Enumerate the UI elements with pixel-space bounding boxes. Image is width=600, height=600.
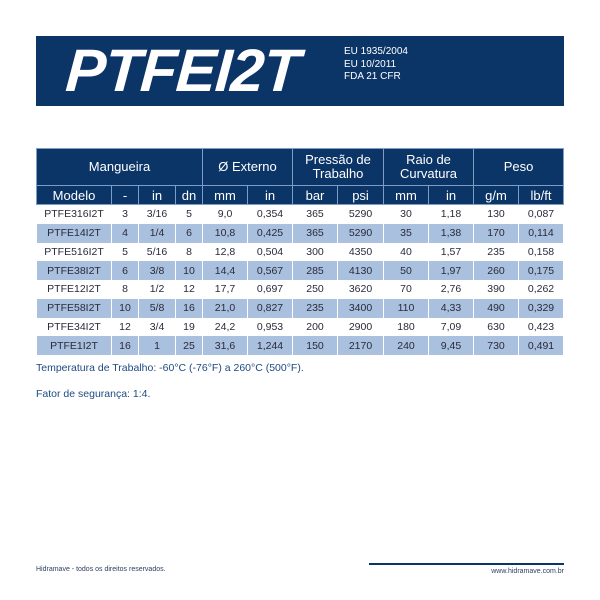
value-cell: 150 [293,336,338,355]
value-cell: 21,0 [203,299,248,318]
value-cell: 12,8 [203,243,248,262]
product-title: PTFEI2T [63,37,302,104]
value-cell: 5290 [338,224,384,243]
table-row [37,205,564,224]
value-cell: 50 [384,261,429,280]
value-cell: 0,423 [519,318,564,337]
value-cell: 8 [176,243,203,262]
value-cell: 0,953 [248,318,293,337]
safety-factor-note: Fator de segurança: 1:4. [36,388,151,400]
value-cell: 17,7 [203,280,248,299]
model-cell: PTFE516I2T [37,243,112,262]
value-cell: 2,76 [429,280,474,299]
value-cell: 10 [112,299,139,318]
value-cell: 0,697 [248,280,293,299]
model-cell: PTFE12I2T [37,280,112,299]
value-cell: 0,087 [519,205,564,224]
value-cell: 0,175 [519,261,564,280]
model-cell: PTFE316I2T [37,205,112,224]
value-cell: 0,354 [248,205,293,224]
value-cell: 365 [293,205,338,224]
group-header-raio-curvatura: Raio de Curvatura [384,149,474,186]
value-cell: 5/8 [139,299,176,318]
value-cell: 180 [384,318,429,337]
table-row [37,224,564,243]
value-cell: 1,38 [429,224,474,243]
value-cell: 10 [176,261,203,280]
value-cell: 365 [293,224,338,243]
value-cell: 300 [293,243,338,262]
column-header: in [429,186,474,205]
value-cell: 3/16 [139,205,176,224]
value-cell: 10,8 [203,224,248,243]
value-cell: 3620 [338,280,384,299]
model-cell: PTFE38I2T [37,261,112,280]
value-cell: 0,114 [519,224,564,243]
column-header: mm [384,186,429,205]
value-cell: 31,6 [203,336,248,355]
value-cell: 2170 [338,336,384,355]
value-cell: 16 [176,299,203,318]
column-header: in [248,186,293,205]
value-cell: 24,2 [203,318,248,337]
group-header-pressao-trabalho: Pressão de Trabalho [293,149,384,186]
group-header-peso: Peso [474,149,564,186]
value-cell: 1,57 [429,243,474,262]
value-cell: 70 [384,280,429,299]
value-cell: 0,491 [519,336,564,355]
value-cell: 5 [176,205,203,224]
value-cell: 1 [139,336,176,355]
value-cell: 1,97 [429,261,474,280]
value-cell: 3 [112,205,139,224]
certification: FDA 21 CFR [344,71,401,82]
value-cell: 390 [474,280,519,299]
column-header: Modelo [37,186,112,205]
certification: EU 1935/2004 [344,46,408,57]
value-cell: 3400 [338,299,384,318]
value-cell: 130 [474,205,519,224]
value-cell: 8 [112,280,139,299]
table-row [37,261,564,280]
value-cell: 1/2 [139,280,176,299]
value-cell: 6 [112,261,139,280]
title-banner [36,36,564,106]
value-cell: 7,09 [429,318,474,337]
value-cell: 9,45 [429,336,474,355]
value-cell: 19 [176,318,203,337]
value-cell: 4 [112,224,139,243]
value-cell: 490 [474,299,519,318]
value-cell: 2900 [338,318,384,337]
footer-divider [369,563,564,565]
copyright-text: Hidramave - todos os direitos reservados. [36,566,166,573]
value-cell: 1/4 [139,224,176,243]
value-cell: 4130 [338,261,384,280]
value-cell: 0,158 [519,243,564,262]
model-cell: PTFE58I2T [37,299,112,318]
column-header: dn [176,186,203,205]
unit-header-row [37,186,564,205]
value-cell: 260 [474,261,519,280]
value-cell: 25 [176,336,203,355]
certifications-list [344,46,408,84]
value-cell: 235 [293,299,338,318]
table-row [37,299,564,318]
group-header-mangueira: Mangueira [37,149,203,186]
value-cell: 4350 [338,243,384,262]
table-body [37,205,564,356]
column-header: in [139,186,176,205]
value-cell: 1,18 [429,205,474,224]
notes [36,362,304,400]
group-header-row [37,149,564,186]
working-temperature-note: Temperatura de Trabalho: -60°C (-76°F) a 260°C (500°F). [36,362,304,374]
column-header: lb/ft [519,186,564,205]
value-cell: 40 [384,243,429,262]
value-cell: 630 [474,318,519,337]
value-cell: 0,425 [248,224,293,243]
website-link[interactable]: www.hidramave.com.br [491,568,564,575]
model-cell: PTFE14I2T [37,224,112,243]
table-row [37,336,564,355]
value-cell: 0,567 [248,261,293,280]
value-cell: 1,244 [248,336,293,355]
table-row [37,280,564,299]
value-cell: 285 [293,261,338,280]
value-cell: 9,0 [203,205,248,224]
value-cell: 30 [384,205,429,224]
value-cell: 35 [384,224,429,243]
value-cell: 170 [474,224,519,243]
value-cell: 5 [112,243,139,262]
certification: EU 10/2011 [344,58,397,70]
model-cell: PTFE1I2T [37,336,112,355]
value-cell: 730 [474,336,519,355]
value-cell: 14,4 [203,261,248,280]
value-cell: 0,262 [519,280,564,299]
value-cell: 235 [474,243,519,262]
value-cell: 16 [112,336,139,355]
value-cell: 3/4 [139,318,176,337]
value-cell: 12 [176,280,203,299]
value-cell: 250 [293,280,338,299]
column-header: - [112,186,139,205]
column-header: g/m [474,186,519,205]
value-cell: 0,827 [248,299,293,318]
value-cell: 3/8 [139,261,176,280]
group-header-diametro-externo: Ø Externo [203,149,293,186]
column-header: bar [293,186,338,205]
value-cell: 110 [384,299,429,318]
value-cell: 12 [112,318,139,337]
value-cell: 6 [176,224,203,243]
value-cell: 0,504 [248,243,293,262]
value-cell: 200 [293,318,338,337]
value-cell: 5/16 [139,243,176,262]
table-row [37,318,564,337]
value-cell: 5290 [338,205,384,224]
column-header: mm [203,186,248,205]
column-header: psi [338,186,384,205]
model-cell: PTFE34I2T [37,318,112,337]
value-cell: 0,329 [519,299,564,318]
specification-table [36,148,564,355]
value-cell: 4,33 [429,299,474,318]
value-cell: 240 [384,336,429,355]
table-row [37,243,564,262]
